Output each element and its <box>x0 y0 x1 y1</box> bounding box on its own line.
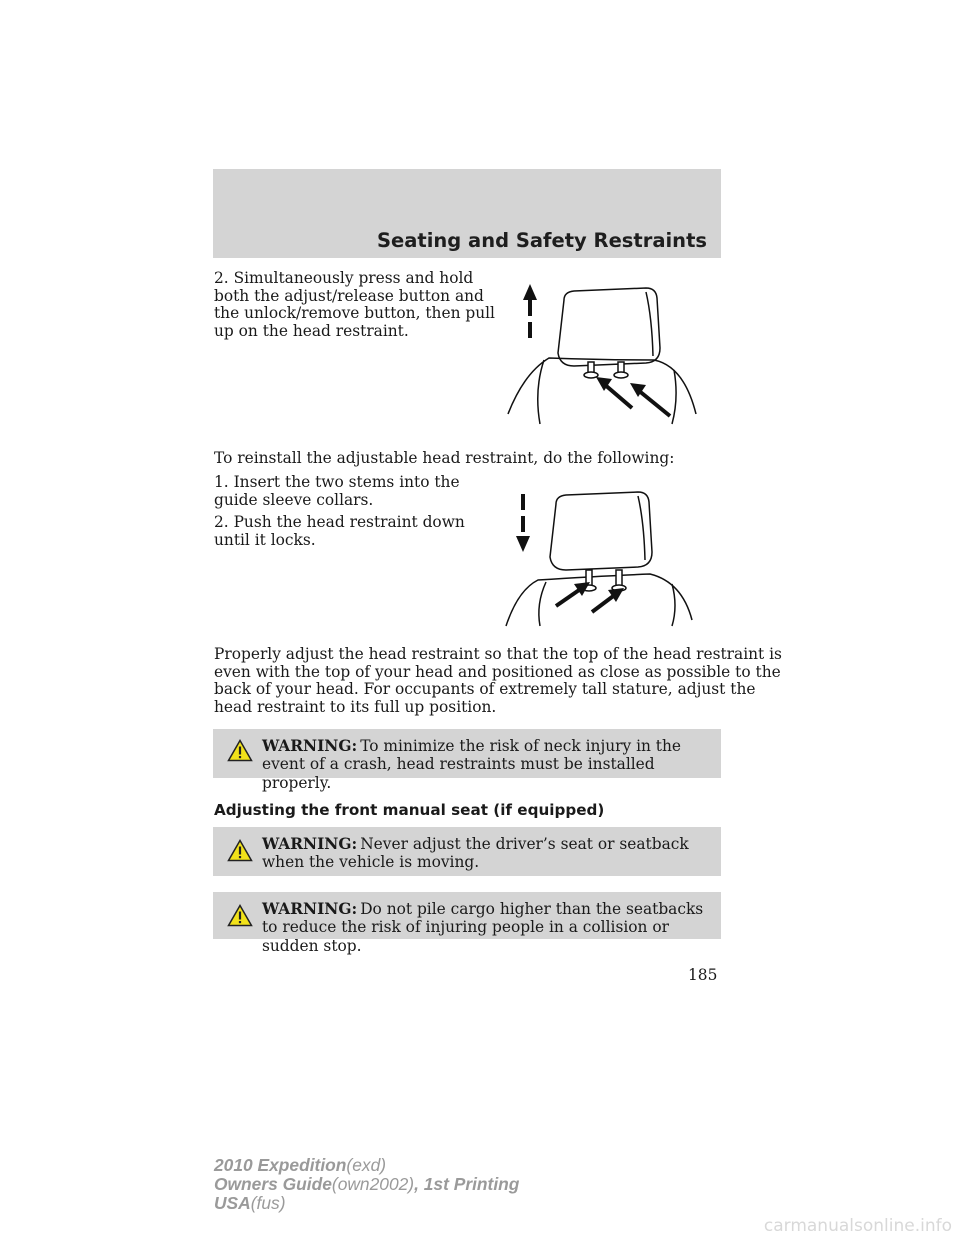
reinstall-step-2: 2. Push the head restraint down until it locks. <box>214 513 465 549</box>
footer-region-code: (fus) <box>250 1193 286 1214</box>
footer-printing: , 1st Printing <box>414 1174 520 1195</box>
warning-text <box>262 737 709 792</box>
warning-label: WARNING: <box>262 900 358 918</box>
section-title: Seating and Safety Restraints <box>376 229 707 252</box>
warning-box <box>213 729 721 792</box>
reinstall-step-1: 1. Insert the two stems into the guide sleeve collars. <box>214 473 460 509</box>
footer-guide-code: (own2002) <box>331 1174 415 1195</box>
warning-label: WARNING: <box>262 737 358 755</box>
warning-body: Do not pile cargo higher than the seatbacks to reduce the risk of injuring people in a collision or sudden stop. <box>262 900 704 955</box>
reinstall-intro: To reinstall the adjustable head restraint, do the following: <box>214 449 675 467</box>
warning-box <box>213 827 721 876</box>
footer-model-code: (exd) <box>346 1155 387 1175</box>
warning-box <box>213 892 721 955</box>
adjust-paragraph: Properly adjust the head restraint so that the top of the head restraint is even with the top of your head and positioned as close as possible to the back of your head. For occupants of extremely tall stature, adjust the head restraint to its full up position. <box>214 645 782 716</box>
warning-triangle-icon <box>227 739 253 762</box>
footer-region: USA <box>214 1193 251 1214</box>
head-restraint-install-icon <box>500 486 700 632</box>
warning-label: WARNING: <box>262 835 358 853</box>
footer-model: 2010 Expedition <box>214 1155 347 1175</box>
head-restraint-remove-icon <box>504 278 704 428</box>
warning-triangle-icon <box>227 904 253 927</box>
watermark: carmanualsonline.info <box>763 1216 952 1236</box>
warning-text <box>262 900 709 955</box>
header-band <box>213 169 721 258</box>
remove-step-2: 2. Simultaneously press and hold both the adjust/release button and the unlock/remove button, then pull up on the head restraint. <box>214 269 495 340</box>
warning-body: To minimize the risk of neck injury in the event of a crash, head restraints must be installed properly. <box>262 737 682 792</box>
footer <box>214 1156 519 1214</box>
warning-text <box>262 835 709 872</box>
warning-triangle-icon <box>227 839 253 862</box>
section-heading: Adjusting the front manual seat (if equipped) <box>214 801 605 819</box>
warning-body: Never adjust the driver’s seat or seatback when the vehicle is moving. <box>262 835 689 872</box>
footer-guide: Owners Guide <box>214 1174 332 1195</box>
page-number: 185 <box>688 966 718 984</box>
